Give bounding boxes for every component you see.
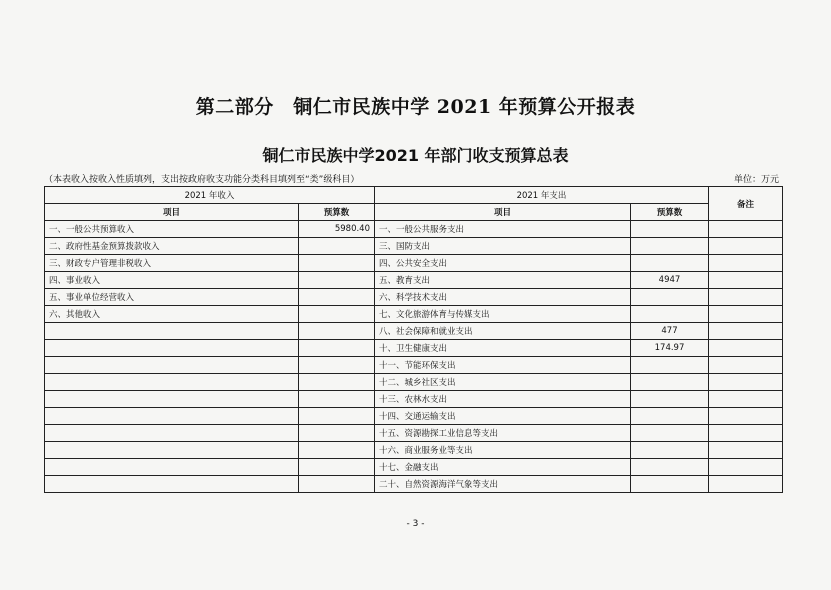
table-row	[45, 374, 783, 391]
remark-cell	[709, 272, 783, 289]
unit-label: 单位：万元	[733, 175, 779, 185]
remark-cell	[709, 306, 783, 323]
expense-item-cell: 四、公共安全支出	[375, 255, 631, 272]
expense-item-cell: 十七、金融支出	[375, 459, 631, 476]
table-row	[45, 340, 783, 357]
expense-budget-cell	[631, 306, 709, 323]
remark-cell	[709, 221, 783, 238]
expense-budget-cell: 477	[631, 323, 709, 340]
table-row	[45, 238, 783, 255]
table-row	[45, 255, 783, 272]
expense-item-cell: 六、科学技术支出	[375, 289, 631, 306]
remark-cell	[709, 391, 783, 408]
expense-budget-cell	[631, 221, 709, 238]
income-item-header: 项目	[45, 204, 299, 221]
expense-item-cell: 一、一般公共服务支出	[375, 221, 631, 238]
expense-group-header: 2021 年支出	[375, 187, 709, 204]
income-budget-cell	[299, 323, 375, 340]
income-item-cell	[45, 476, 299, 493]
income-budget-cell	[299, 425, 375, 442]
income-budget-cell	[299, 272, 375, 289]
expense-budget-cell	[631, 425, 709, 442]
income-group-header: 2021 年收入	[45, 187, 375, 204]
expense-budget-cell	[631, 289, 709, 306]
expense-budget-cell	[631, 459, 709, 476]
remark-cell	[709, 255, 783, 272]
income-item-cell	[45, 442, 299, 459]
table-row	[45, 221, 783, 238]
income-item-cell	[45, 357, 299, 374]
income-item-cell	[45, 391, 299, 408]
expense-item-cell: 八、社会保障和就业支出	[375, 323, 631, 340]
income-budget-cell: 5980.40	[299, 221, 375, 238]
income-budget-cell	[299, 442, 375, 459]
income-budget-cell	[299, 374, 375, 391]
expense-item-cell: 三、国防支出	[375, 238, 631, 255]
table-row	[45, 425, 783, 442]
expense-item-cell: 二十、自然资源海洋气象等支出	[375, 476, 631, 493]
remark-cell	[709, 289, 783, 306]
expense-item-cell: 十六、商业服务业等支出	[375, 442, 631, 459]
expense-item-cell: 十一、节能环保支出	[375, 357, 631, 374]
remark-header: 备注	[709, 187, 783, 221]
table-row	[45, 306, 783, 323]
income-item-cell	[45, 425, 299, 442]
expense-item-cell: 十四、交通运输支出	[375, 408, 631, 425]
expense-budget-cell: 4947	[631, 272, 709, 289]
table-column-header-row	[45, 204, 783, 221]
income-budget-cell	[299, 340, 375, 357]
expense-budget-cell	[631, 442, 709, 459]
income-item-cell	[45, 323, 299, 340]
table-row	[45, 289, 783, 306]
income-budget-cell	[299, 289, 375, 306]
income-item-cell: 三、财政专户管理非税收入	[45, 255, 299, 272]
income-item-cell	[45, 340, 299, 357]
remark-cell	[709, 442, 783, 459]
income-item-cell	[45, 408, 299, 425]
budget-summary-table	[44, 186, 783, 493]
expense-budget-cell	[631, 238, 709, 255]
remark-cell	[709, 238, 783, 255]
table-row	[45, 408, 783, 425]
income-item-cell: 五、事业单位经营收入	[45, 289, 299, 306]
expense-item-cell: 五、教育支出	[375, 272, 631, 289]
remark-cell	[709, 476, 783, 493]
remark-cell	[709, 340, 783, 357]
income-item-cell	[45, 459, 299, 476]
expense-item-cell: 十二、城乡社区支出	[375, 374, 631, 391]
table-row	[45, 323, 783, 340]
expense-budget-cell	[631, 476, 709, 493]
remark-cell	[709, 323, 783, 340]
table-title: 铜仁市民族中学2021 年部门收支预算总表	[262, 146, 569, 165]
income-budget-cell	[299, 459, 375, 476]
remark-cell	[709, 408, 783, 425]
table-row	[45, 476, 783, 493]
table-group-header-row	[45, 187, 783, 204]
income-budget-cell	[299, 391, 375, 408]
expense-item-cell: 七、文化旅游体育与传媒支出	[375, 306, 631, 323]
income-budget-header: 预算数	[299, 204, 375, 221]
expense-budget-cell	[631, 357, 709, 374]
remark-cell	[709, 459, 783, 476]
income-item-cell: 一、一般公共预算收入	[45, 221, 299, 238]
expense-item-header: 项目	[375, 204, 631, 221]
expense-budget-cell: 174.97	[631, 340, 709, 357]
income-budget-cell	[299, 238, 375, 255]
remark-cell	[709, 357, 783, 374]
expense-budget-cell	[631, 391, 709, 408]
page-number: - 3 -	[406, 519, 425, 529]
income-item-cell: 四、事业收入	[45, 272, 299, 289]
table-row	[45, 442, 783, 459]
expense-item-cell: 十、卫生健康支出	[375, 340, 631, 357]
remark-cell	[709, 374, 783, 391]
table-note: （本表收入按收入性质填列，支出按政府收支功能分类科目填列至“类”级科目）	[44, 175, 360, 185]
table-row	[45, 357, 783, 374]
expense-item-cell: 十五、资源勘探工业信息等支出	[375, 425, 631, 442]
table-row	[45, 272, 783, 289]
income-budget-cell	[299, 476, 375, 493]
income-budget-cell	[299, 357, 375, 374]
page-title: 第二部分 铜仁市民族中学 2021 年预算公开报表	[195, 96, 636, 118]
expense-budget-cell	[631, 374, 709, 391]
expense-budget-cell	[631, 255, 709, 272]
expense-item-cell: 十三、农林水支出	[375, 391, 631, 408]
income-item-cell	[45, 374, 299, 391]
expense-budget-cell	[631, 408, 709, 425]
income-budget-cell	[299, 306, 375, 323]
income-item-cell: 六、其他收入	[45, 306, 299, 323]
income-item-cell: 二、政府性基金预算拨款收入	[45, 238, 299, 255]
table-row	[45, 391, 783, 408]
income-budget-cell	[299, 255, 375, 272]
remark-cell	[709, 425, 783, 442]
income-budget-cell	[299, 408, 375, 425]
expense-budget-header: 预算数	[631, 204, 709, 221]
table-row	[45, 459, 783, 476]
